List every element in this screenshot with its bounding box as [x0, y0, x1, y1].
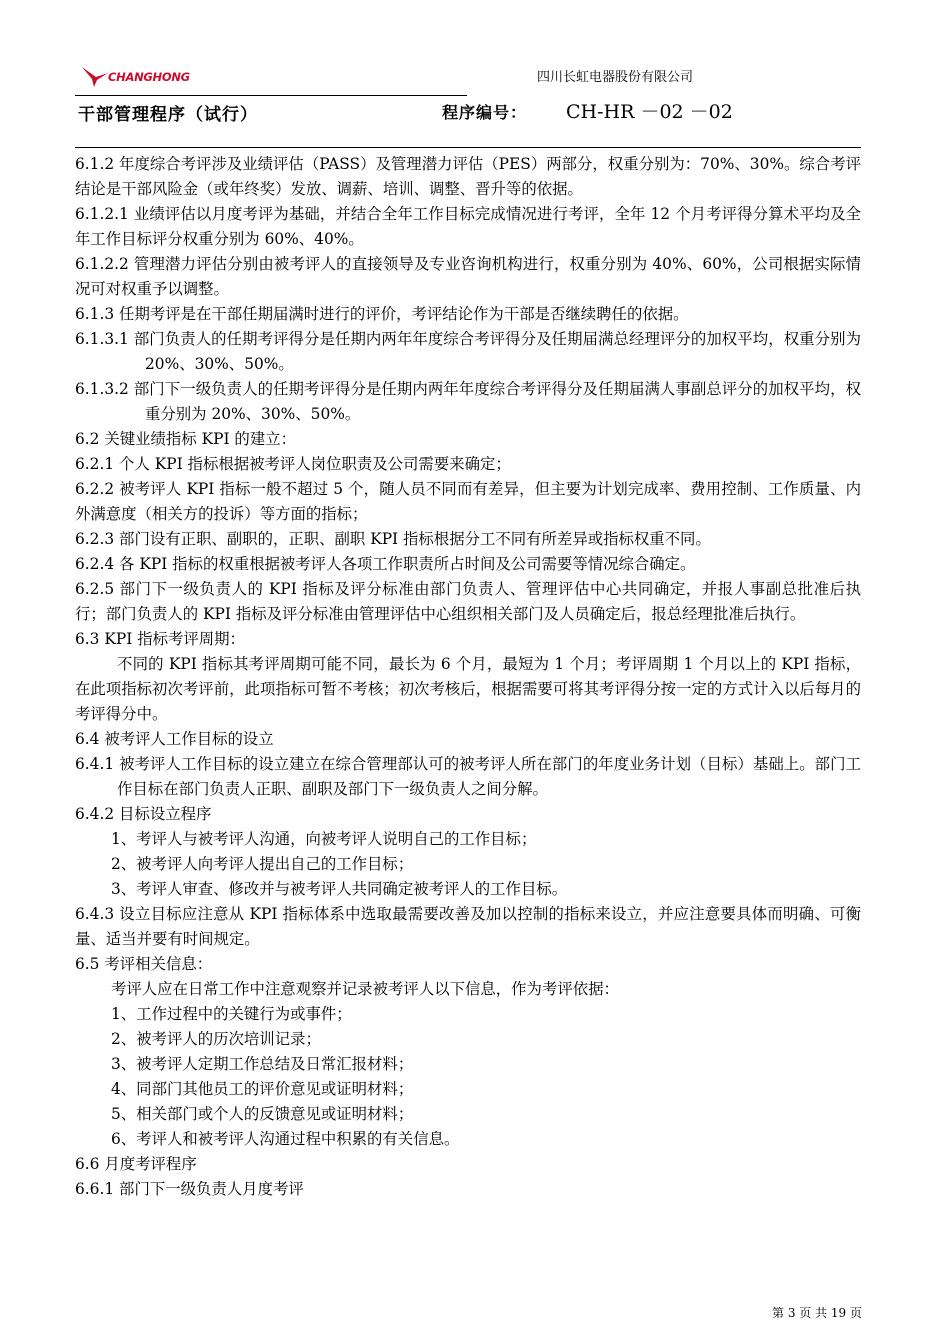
list-item: 2、被考评人的历次培训记录； — [111, 1030, 321, 1048]
header-divider — [75, 147, 861, 148]
paragraph: 6.1.2.2 管理潜力评估分别由被考评人的直接领导及专业咨询机构进行，权重分别为 40%、60%，公司根据实际情况可对权重予以调整。 — [75, 255, 861, 298]
list-item: 3、考评人审查、修改并与被考评人共同确定被考评人的工作目标。 — [111, 880, 568, 898]
paragraph: 6.1.2 年度综合考评涉及业绩评估（PASS）及管理潜力评估（PES）两部分，权重分别为：70%、30%。综合考评结论是干部风险金（或年终奖）发放、调薪、培训、调整、晋升等的依据。 — [75, 155, 861, 198]
page-number: 第 3 页 共 19 页 — [772, 1306, 862, 1320]
paragraph: 6.2.3 部门设有正职、副职的，正职、副职 KPI 指标根据分工不同有所差异或指标权重不同。 — [75, 530, 711, 548]
list-item: 3、被考评人定期工作总结及日常汇报材料； — [111, 1055, 414, 1073]
paragraph: 6.2.1 个人 KPI 指标根据被考评人岗位职责及公司需要来确定； — [75, 455, 511, 473]
list-item: 2、被考评人向考评人提出自己的工作目标； — [111, 855, 414, 873]
paragraph: 6.1.3.1 部门负责人的任期考评得分是任期内两年年度综合考评得分及任期届满总经理评分的加权平均，权重分别为 20%、30%、50%。 — [75, 330, 861, 373]
program-number: CH-HR －02 －02 — [566, 101, 733, 123]
section-heading: 6.5 考评相关信息： — [75, 955, 213, 973]
company-name: 四川长虹电器股份有限公司 — [537, 70, 694, 85]
paragraph: 6.2.2 被考评人 KPI 指标一般不超过 5 个，随人员不同而有差异，但主要为计划完成率、费用控制、工作质量、内外满意度（相关方的投诉）等方面的指标； — [75, 480, 861, 523]
document-body — [75, 152, 861, 1202]
changhong-swoosh-icon — [80, 64, 110, 88]
section-heading: 6.2 关键业绩指标 KPI 的建立： — [75, 430, 296, 448]
logo-text: CHANGHONG — [108, 70, 190, 84]
paragraph: 6.2.4 各 KPI 指标的权重根据被考评人各项工作职责所占时间及公司需要等情况综合确定。 — [75, 555, 696, 573]
paragraph: 6.4.1 被考评人工作目标的设立建立在综合管理部认可的被考评人所在部门的年度业务计划（目标）基础上。部门工作目标在部门负责人正职、副职及部门下一级负责人之间分解。 — [75, 755, 861, 798]
paragraph: 6.4.2 目标设立程序 — [75, 805, 212, 823]
paragraph: 6.1.3 任期考评是在干部任期届满时进行的评价，考评结论作为干部是否继续聘任的依据。 — [75, 305, 689, 323]
list-item: 6、考评人和被考评人沟通过程中积累的有关信息。 — [111, 1130, 460, 1148]
list-item: 5、相关部门或个人的反馈意见或证明材料； — [111, 1105, 414, 1123]
paragraph: 考评人应在日常工作中注意观察并记录被考评人以下信息，作为考评依据： — [111, 980, 619, 998]
changhong-logo — [80, 62, 210, 92]
paragraph: 6.1.3.2 部门下一级负责人的任期考评得分是任期内两年年度综合考评得分及任期届满人事副总评分的加权平均，权重分别为 20%、30%、50%。 — [75, 380, 861, 423]
list-item: 1、工作过程中的关键行为或事件； — [111, 1005, 352, 1023]
section-heading: 6.3 KPI 指标考评周期： — [75, 630, 245, 648]
paragraph: 6.6.1 部门下一级负责人月度考评 — [75, 1180, 304, 1198]
paragraph: 6.2.5 部门下一级负责人的 KPI 指标及评分标准由部门负责人、管理评估中心共同确定，并报人事副总批准后执行；部门负责人的 KPI 指标及评分标准由管理评估中心组织相关部门及人员确定后，报总经理批准后执行。 — [75, 580, 861, 623]
section-heading: 6.6 月度考评程序 — [75, 1155, 197, 1173]
paragraph: 6.4.3 设立目标应注意从 KPI 指标体系中选取最需要改善及加以控制的指标来设立，并应注意要具体而明确、可衡量、适当并要有时间规定。 — [75, 905, 861, 948]
program-number-label: 程序编号： — [442, 103, 528, 122]
header-divider-short — [75, 95, 467, 96]
paragraph: 6.1.2.1 业绩评估以月度考评为基础，并结合全年工作目标完成情况进行考评，全年 12 个月考评得分算术平均及全年工作目标评分权重分别为 60%、40%。 — [75, 205, 861, 248]
document-title: 干部管理程序（试行） — [78, 105, 258, 125]
list-item: 4、同部门其他员工的评价意见或证明材料； — [111, 1080, 414, 1098]
section-heading: 6.4 被考评人工作目标的设立 — [75, 730, 274, 748]
list-item: 1、考评人与被考评人沟通，向被考评人说明自己的工作目标； — [111, 830, 537, 848]
paragraph: 不同的 KPI 指标其考评周期可能不同，最长为 6 个月，最短为 1 个月；考评周期 1 个月以上的 KPI 指标，在此项指标初次考评前，此项指标可暂不考核；初次考核后，根据需要可将其考评得分按一定的方式计入以后每月的考评得分中。 — [75, 655, 861, 723]
